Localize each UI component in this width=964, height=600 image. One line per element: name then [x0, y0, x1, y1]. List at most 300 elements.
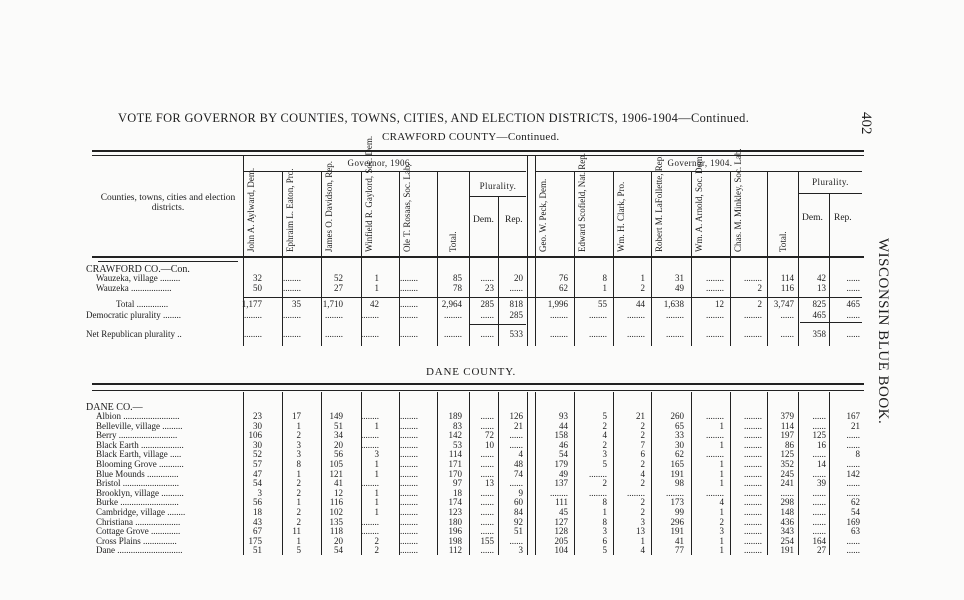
table-cell: ........	[589, 487, 607, 498]
table-cell: ......	[812, 516, 826, 527]
table-cell: ......	[846, 439, 860, 450]
table-cell: ........	[361, 329, 379, 339]
table-cell: 1,996	[547, 299, 568, 309]
col-scofield-header: Edward Scofield, Nat. Rep.	[577, 153, 587, 252]
table-cell: 4	[719, 497, 724, 508]
table-cell: ......	[480, 507, 494, 517]
col-lafollette-header: Robert M. LaFollette, Rep.	[654, 154, 664, 252]
table-cell: 51	[334, 420, 343, 431]
table-row	[0, 329, 964, 340]
table-cell: 1	[602, 507, 607, 517]
table-cell: 285	[480, 299, 494, 309]
table-cell: 53	[453, 439, 462, 450]
col-aylward-header: John A. Aylward, Dem.	[246, 167, 256, 252]
table-cell: 83	[453, 420, 462, 431]
col-plur-dem-1904-header: Dem.	[802, 213, 823, 223]
table-cell: 4	[640, 545, 645, 556]
table-cell: 21	[636, 411, 645, 421]
table-cell: ......	[480, 449, 494, 460]
table-cell: 31	[675, 273, 684, 283]
table-cell: 65	[675, 420, 684, 431]
table-row	[0, 310, 964, 321]
table-cell: 179	[554, 459, 568, 469]
row-label: Cross Plains ...............	[96, 535, 177, 546]
table-cell: ......	[509, 430, 523, 441]
table-cell: 135	[329, 516, 343, 527]
table-cell: ......	[846, 535, 860, 546]
col-total-1906-header: Total.	[448, 231, 458, 252]
col-plur-rep-1906-header: Rep.	[505, 215, 523, 225]
table-cell: 5	[602, 545, 607, 556]
table-cell: 55	[598, 299, 607, 309]
dane-section-title: DANE COUNTY.	[426, 366, 517, 378]
table-cell: 35	[292, 299, 301, 309]
table-cell: ......	[812, 487, 826, 498]
col-peck-header: Geo. W. Peck, Dem.	[538, 178, 548, 252]
table-cell: 298	[780, 497, 794, 508]
table-cell: ........	[400, 516, 418, 527]
table-cell: 191	[670, 526, 684, 537]
table-cell: 97	[453, 478, 462, 489]
table-cell: ......	[480, 459, 494, 469]
table-cell: ........	[744, 478, 762, 489]
row-label: Net Republican plurality ..	[86, 329, 182, 339]
table-cell: 2	[296, 478, 301, 489]
table-cell: ......	[846, 487, 860, 498]
table-cell: 197	[780, 430, 794, 441]
table-cell: 105	[329, 459, 343, 469]
table-cell: 1	[719, 439, 724, 450]
col-eaton-header: Ephraim L. Eaton, Pro.	[285, 168, 295, 252]
table-cell: 2	[640, 478, 645, 489]
table-cell: 149	[329, 411, 343, 421]
crawford-county-label: CRAWFORD CO.—Con.	[86, 264, 190, 275]
dane-top-rule-2	[92, 390, 864, 391]
table-cell: 121	[329, 468, 343, 479]
row-label: Cambridge, village ........	[96, 507, 186, 517]
row-label: Christiana ....................	[96, 516, 181, 527]
table-cell: 123	[448, 507, 462, 517]
table-cell: 49	[559, 468, 568, 479]
table-cell: 169	[846, 516, 860, 527]
table-cell: ........	[361, 439, 379, 450]
table-cell: 42	[370, 299, 379, 309]
table-cell: 2	[296, 430, 301, 441]
stub-rule	[98, 261, 238, 262]
table-cell: 1	[719, 459, 724, 469]
table-cell: ......	[509, 439, 523, 450]
table-cell: ......	[480, 487, 494, 498]
table-cell: 47	[253, 468, 262, 479]
table-cell: 62	[675, 449, 684, 460]
table-cell: 1	[374, 273, 379, 283]
table-cell: 2	[602, 420, 607, 431]
table-cell: ........	[706, 329, 724, 339]
table-cell: 2	[757, 299, 762, 309]
table-cell: 10	[485, 439, 494, 450]
table-cell: 102	[329, 507, 343, 517]
table-cell: ........	[400, 310, 418, 320]
table-cell: 114	[780, 420, 794, 431]
table-cell: 1	[374, 283, 379, 293]
table-cell: 13	[485, 478, 494, 489]
table-cell: 191	[780, 545, 794, 556]
table-cell: ........	[744, 420, 762, 431]
table-cell: ........	[400, 299, 418, 309]
table-cell: 27	[817, 545, 826, 556]
col-rosaas-header: Ole T. Rosaas, Soc. Lab.	[402, 163, 412, 252]
table-cell: ........	[706, 310, 724, 320]
table-cell: 3	[719, 526, 724, 537]
table-cell: ......	[812, 411, 826, 421]
table-cell: 2	[602, 439, 607, 450]
table-cell: ........	[744, 535, 762, 546]
table-cell: 99	[675, 507, 684, 517]
plurality-1904-rule	[798, 193, 862, 194]
table-cell: 155	[480, 535, 494, 546]
col-clark-header: Wm. H. Clark, Pro.	[616, 181, 626, 252]
table-cell: ......	[812, 507, 826, 517]
table-cell: 8	[602, 516, 607, 527]
table-cell: ........	[744, 526, 762, 537]
table-cell: 48	[514, 459, 523, 469]
table-cell: ........	[400, 468, 418, 479]
table-cell: ......	[480, 273, 494, 283]
table-cell: 352	[780, 459, 794, 469]
table-cell: 1	[296, 420, 301, 431]
table-cell: ......	[846, 545, 860, 556]
table-cell: 5	[602, 459, 607, 469]
table-row	[0, 283, 964, 294]
table-cell: 241	[780, 478, 794, 489]
table-cell: 39	[817, 478, 826, 489]
table-cell: 3	[296, 439, 301, 450]
row-label: Albion .........................	[96, 411, 180, 421]
table-cell: 2	[719, 516, 724, 527]
table-cell: ........	[666, 310, 684, 320]
table-cell: 533	[509, 329, 523, 339]
table-cell: 72	[485, 430, 494, 441]
table-cell: 1	[640, 273, 645, 283]
table-cell: 34	[334, 430, 343, 441]
table-cell: ........	[550, 329, 568, 339]
table-top-rule-2	[92, 155, 864, 156]
table-cell: 2	[296, 507, 301, 517]
table-cell: 1	[296, 535, 301, 546]
table-cell: ......	[780, 487, 794, 498]
table-cell: 30	[675, 439, 684, 450]
table-cell: 125	[780, 449, 794, 460]
table-cell: ........	[744, 497, 762, 508]
table-cell: ........	[361, 310, 379, 320]
table-cell: 1,638	[663, 299, 684, 309]
dane-county-label: DANE CO.—	[86, 402, 143, 413]
page-subtitle: CRAWFORD COUNTY—Continued.	[382, 131, 560, 143]
table-cell: ........	[744, 449, 762, 460]
table-cell: 42	[817, 273, 826, 283]
table-cell: 51	[514, 526, 523, 537]
table-cell: 1,710	[322, 299, 343, 309]
table-cell: 2	[640, 497, 645, 508]
table-cell: 12	[334, 487, 343, 498]
table-cell: 3	[640, 516, 645, 527]
table-cell: 164	[812, 535, 826, 546]
table-cell: 170	[448, 468, 462, 479]
table-cell: 158	[554, 430, 568, 441]
table-cell: 51	[253, 545, 262, 556]
table-cell: 142	[448, 430, 462, 441]
table-cell: ........	[283, 283, 301, 293]
table-cell: ......	[509, 283, 523, 293]
table-cell: ........	[400, 478, 418, 489]
table-cell: ........	[400, 283, 418, 293]
table-cell: 114	[780, 273, 794, 283]
table-cell: ........	[444, 329, 462, 339]
table-cell: ........	[400, 487, 418, 498]
table-cell: 191	[670, 468, 684, 479]
table-cell: 260	[670, 411, 684, 421]
col-arnold-header: Wm. A. Arnold, Soc. Dem.	[694, 154, 704, 252]
table-cell: 343	[780, 526, 794, 537]
table-cell: 436	[780, 516, 794, 527]
table-cell: 175	[248, 535, 262, 546]
table-cell: 1	[719, 545, 724, 556]
row-label: Blue Mounds ..............	[96, 468, 179, 479]
table-cell: ........	[400, 535, 418, 546]
table-cell: 8	[602, 497, 607, 508]
table-cell: 8	[296, 459, 301, 469]
table-cell: 18	[253, 507, 262, 517]
table-cell: ........	[400, 449, 418, 460]
table-cell: 6	[602, 535, 607, 546]
table-cell: ........	[325, 310, 343, 320]
table-cell: 6	[640, 449, 645, 460]
table-cell: 118	[329, 526, 343, 537]
table-cell: 1	[640, 535, 645, 546]
table-cell: 1	[296, 497, 301, 508]
table-cell: 43	[253, 516, 262, 527]
table-cell: 174	[448, 497, 462, 508]
row-label: Bristol .........................	[96, 478, 180, 489]
table-cell: ......	[780, 310, 794, 320]
table-cell: 189	[448, 411, 462, 421]
table-cell: ........	[744, 545, 762, 556]
table-cell: ......	[846, 273, 860, 283]
dane-top-rule	[92, 383, 864, 385]
table-cell: ......	[846, 459, 860, 469]
col-total-1904-header: Total.	[778, 231, 788, 252]
col-plur-rep-1904-header: Rep.	[834, 213, 852, 223]
table-cell: 5	[602, 411, 607, 421]
col-minkley-header: Chas. M. Minkley, Soc. Lab.	[733, 148, 743, 252]
table-cell: 2	[640, 459, 645, 469]
table-cell: ......	[812, 468, 826, 479]
table-cell: 167	[846, 411, 860, 421]
table-cell: 3	[602, 526, 607, 537]
table-cell: ........	[361, 526, 379, 537]
table-cell: ........	[244, 310, 262, 320]
table-cell: 465	[812, 310, 826, 320]
table-cell: 165	[670, 459, 684, 469]
table-cell: 27	[334, 283, 343, 293]
table-cell: 23	[485, 283, 494, 293]
table-cell: 52	[334, 273, 343, 283]
row-label: Democratic plurality ........	[86, 310, 181, 320]
table-cell: 8	[855, 449, 860, 460]
table-cell: 92	[514, 516, 523, 527]
table-cell: ......	[846, 329, 860, 339]
table-cell: ........	[283, 273, 301, 283]
table-cell: 54	[851, 507, 860, 517]
table-cell: ........	[706, 411, 724, 421]
table-cell: 50	[253, 283, 262, 293]
governor-1904-header: Governor, 1904.	[667, 158, 733, 168]
table-cell: 3,747	[773, 299, 794, 309]
table-cell: ........	[550, 487, 568, 498]
table-cell: 67	[253, 526, 262, 537]
table-cell: ........	[627, 310, 645, 320]
table-cell: 465	[846, 299, 860, 309]
table-cell: 44	[636, 299, 645, 309]
row-label: Berry ..........................	[96, 430, 178, 441]
table-top-rule	[92, 150, 864, 152]
table-cell: 21	[514, 420, 523, 431]
table-cell: 76	[559, 273, 568, 283]
table-cell: ......	[480, 468, 494, 479]
table-cell: ........	[706, 430, 724, 441]
table-cell: 2	[640, 420, 645, 431]
table-cell: 1	[719, 420, 724, 431]
table-cell: 9	[518, 487, 523, 498]
table-cell: ......	[846, 478, 860, 489]
plurality-1904-header: Plurality.	[812, 177, 849, 187]
table-cell: 56	[334, 449, 343, 460]
table-cell: 56	[253, 497, 262, 508]
table-cell: 2	[602, 478, 607, 489]
table-cell: ......	[480, 420, 494, 431]
table-cell: ......	[812, 449, 826, 460]
table-cell: ........	[444, 310, 462, 320]
table-cell: 285	[509, 310, 523, 320]
col-davidson-header: James O. Davidson, Rep.	[324, 161, 334, 252]
page-title: VOTE FOR GOVERNOR BY COUNTIES, TOWNS, CITIES, AND ELECTION DISTRICTS, 1906-1904—Continued.	[118, 111, 750, 125]
row-label: Cottage Grove .............	[96, 526, 181, 537]
table-cell: ........	[283, 329, 301, 339]
table-cell: ........	[744, 310, 762, 320]
table-cell: ......	[780, 329, 794, 339]
table-cell: 1	[719, 478, 724, 489]
table-cell: ......	[480, 545, 494, 556]
table-cell: 77	[675, 545, 684, 556]
table-cell: 1	[374, 468, 379, 479]
table-cell: ........	[666, 487, 684, 498]
table-cell: 2	[757, 283, 762, 293]
table-cell: ........	[400, 439, 418, 450]
table-cell: 254	[780, 535, 794, 546]
table-cell: ......	[480, 329, 494, 339]
table-cell: ........	[589, 468, 607, 479]
table-cell: ........	[400, 411, 418, 421]
table-cell: 3	[518, 545, 523, 556]
table-cell: ........	[589, 310, 607, 320]
table-cell: ........	[400, 497, 418, 508]
table-cell: 93	[559, 411, 568, 421]
table-cell: ........	[400, 273, 418, 283]
table-cell: ........	[361, 411, 379, 421]
table-cell: 7	[640, 439, 645, 450]
page-number: 402	[858, 112, 874, 135]
row-label: Wauzeka, village .........	[96, 273, 181, 283]
table-cell: 20	[334, 535, 343, 546]
table-cell: ........	[589, 329, 607, 339]
row-label: Wauzeka ..................	[96, 283, 172, 293]
table-cell: 2,964	[441, 299, 462, 309]
table-cell: 16	[817, 439, 826, 450]
table-cell: 4	[602, 430, 607, 441]
table-cell: 54	[334, 545, 343, 556]
table-cell: 173	[670, 497, 684, 508]
table-cell: ......	[846, 310, 860, 320]
table-cell: 54	[253, 478, 262, 489]
table-cell: ........	[400, 430, 418, 441]
table-cell: 196	[448, 526, 462, 537]
col-rule	[498, 197, 499, 346]
table-cell: 3	[296, 449, 301, 460]
table-cell: ......	[812, 526, 826, 537]
table-cell: ........	[744, 439, 762, 450]
table-cell: ........	[744, 329, 762, 339]
row-label: Brooklyn, village ..........	[96, 487, 184, 498]
table-cell: 46	[559, 439, 568, 450]
table-cell: 1	[374, 487, 379, 498]
table-cell: 49	[675, 283, 684, 293]
table-cell: ......	[480, 526, 494, 537]
table-cell: ........	[744, 507, 762, 517]
table-cell: 116	[780, 283, 794, 293]
table-cell: ......	[509, 535, 523, 546]
table-cell: 18	[453, 487, 462, 498]
table-cell: ........	[744, 411, 762, 421]
table-cell: 142	[846, 468, 860, 479]
table-cell: 3	[374, 449, 379, 460]
table-cell: 3	[257, 487, 262, 498]
table-cell: 41	[675, 535, 684, 546]
table-row	[0, 545, 964, 556]
table-cell: 32	[253, 273, 262, 283]
table-cell: 116	[329, 497, 343, 508]
table-cell: 171	[448, 459, 462, 469]
table-cell: ......	[480, 516, 494, 527]
row-label: Black Earth ...................	[96, 439, 184, 450]
table-cell: 245	[780, 468, 794, 479]
table-cell: 818	[509, 299, 523, 309]
table-cell: 30	[253, 420, 262, 431]
row-label: Dane .............................	[96, 545, 183, 556]
table-cell: ........	[400, 420, 418, 431]
net-rule-1904	[800, 322, 862, 323]
table-cell: 62	[559, 283, 568, 293]
table-cell: 296	[670, 516, 684, 527]
table-cell: ........	[706, 283, 724, 293]
table-cell: 85	[453, 273, 462, 283]
table-cell: 45	[559, 507, 568, 517]
table-cell: 1	[374, 420, 379, 431]
table-cell: 379	[780, 411, 794, 421]
table-cell: 54	[559, 449, 568, 460]
table-cell: ........	[400, 545, 418, 556]
table-cell: 4	[518, 449, 523, 460]
table-cell: 114	[448, 449, 462, 460]
